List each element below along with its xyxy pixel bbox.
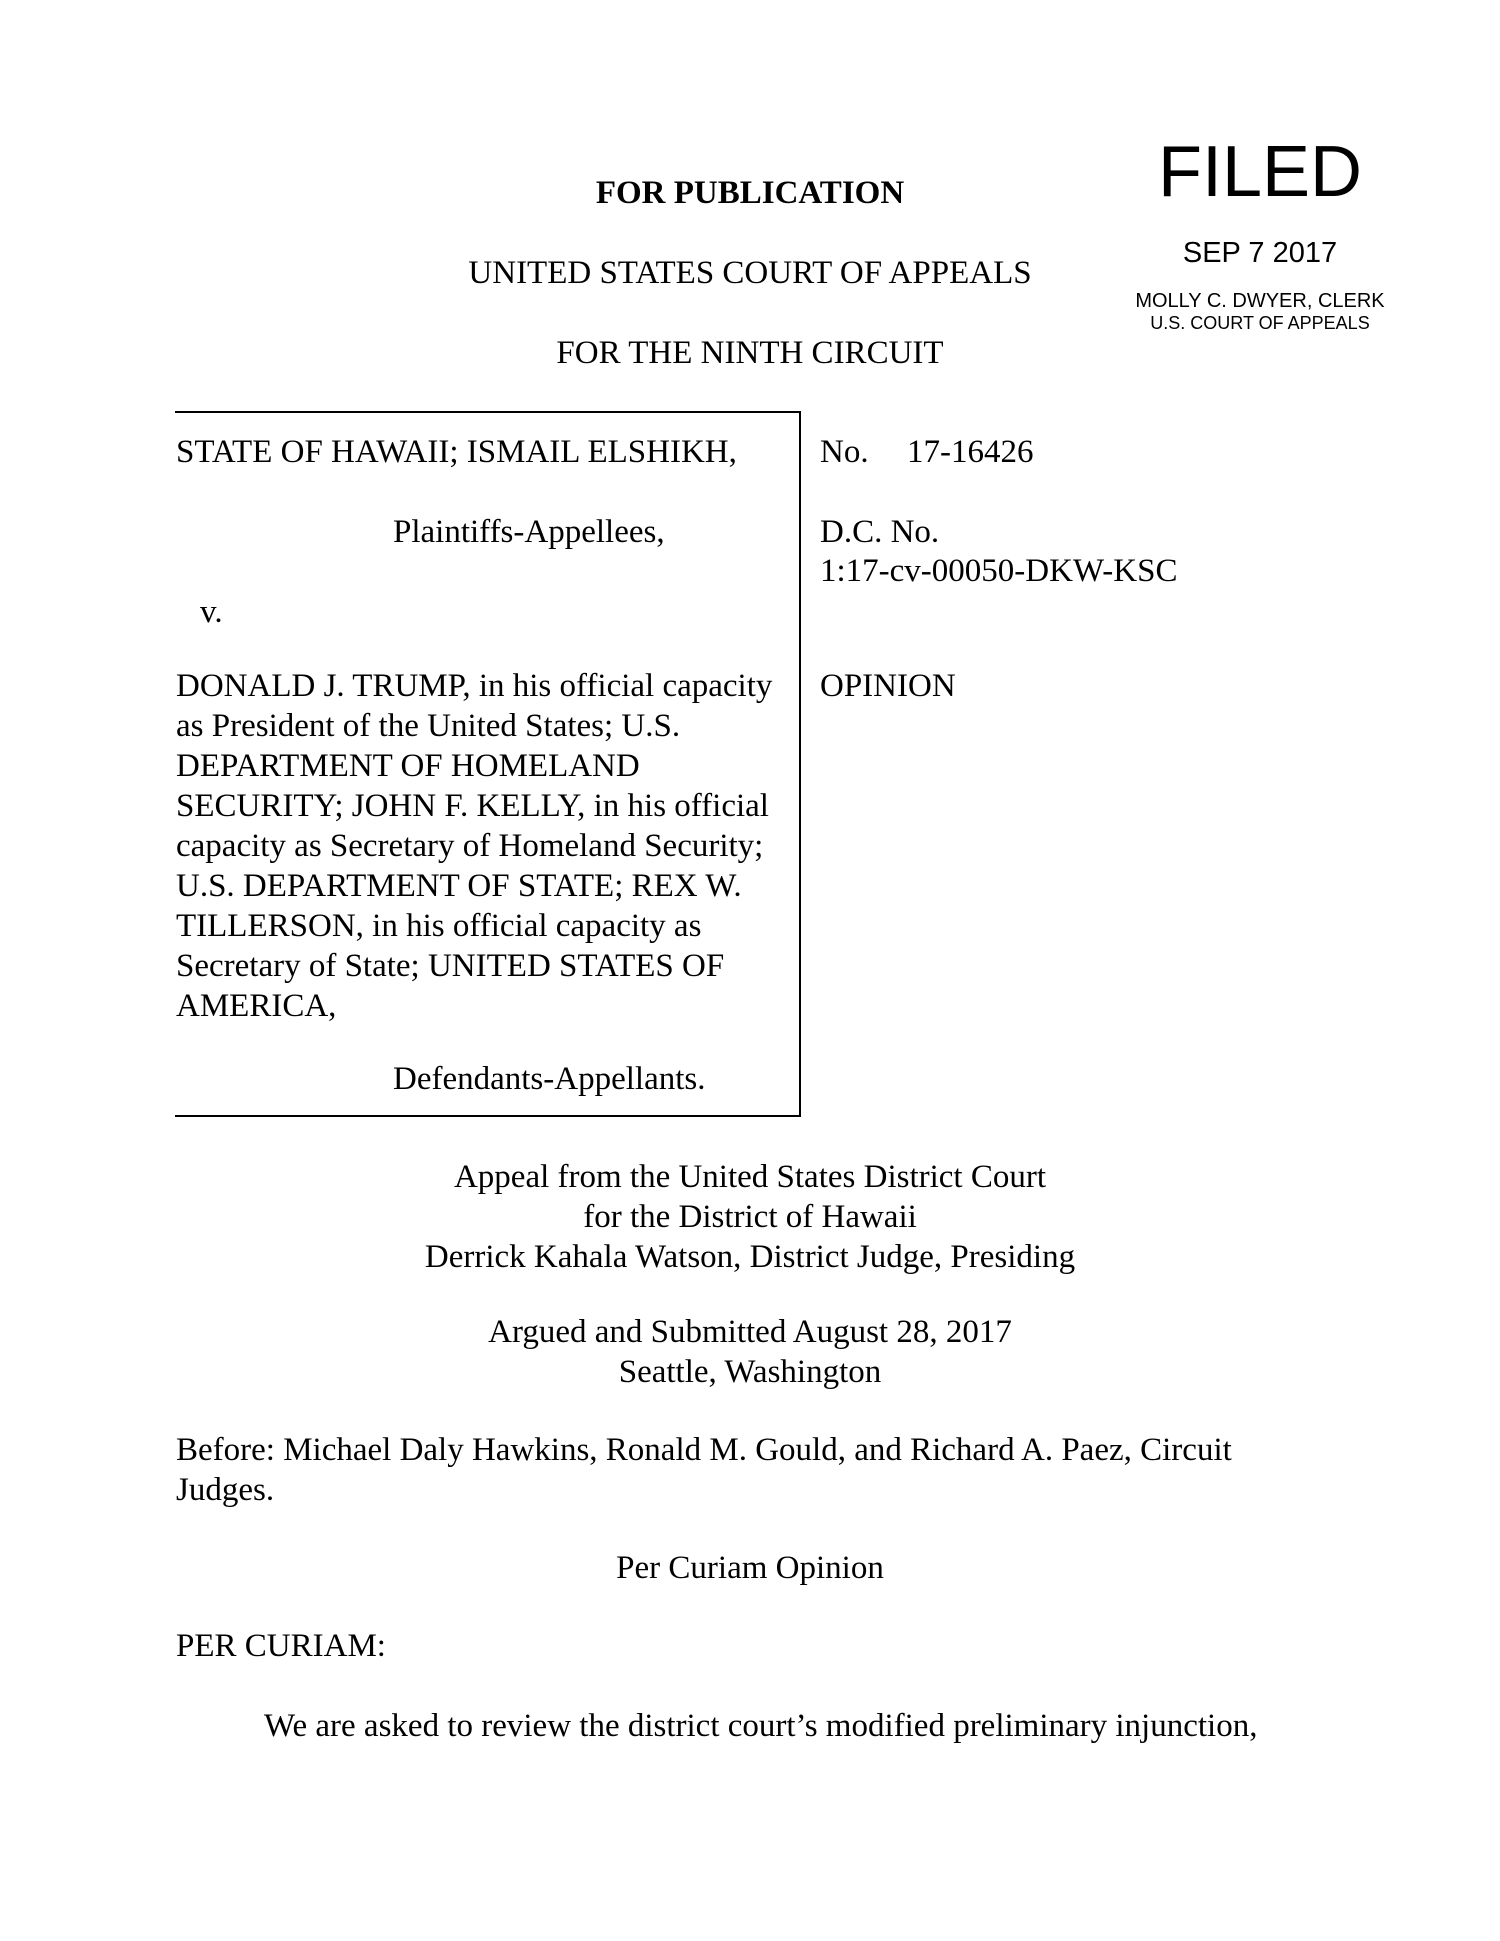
appeal-line-1: Appeal from the United States District Court: [453, 1159, 1047, 1195]
filed-stamp: [1110, 132, 1410, 334]
appeal-line-3: Derrick Kahala Watson, District Judge, Presiding: [424, 1239, 1076, 1275]
for-publication-heading: FOR PUBLICATION: [595, 175, 905, 211]
district-court-number: 1:17-cv-00050-DKW-KSC: [820, 553, 1178, 589]
document-type: OPINION: [820, 668, 956, 704]
case-number-label: No.: [820, 434, 869, 470]
appeal-block: [0, 1157, 1500, 1277]
appeal-line-2: for the District of Hawaii: [583, 1199, 917, 1235]
argued-line-1: Argued and Submitted August 28, 2017: [488, 1314, 1012, 1350]
versus: v.: [200, 594, 223, 630]
filed-word: FILED: [1157, 132, 1363, 212]
circuit-name: FOR THE NINTH CIRCUIT: [556, 335, 944, 371]
opinion-author-line: Per Curiam Opinion: [616, 1550, 884, 1586]
defendants: DONALD J. TRUMP, in his official capacity as President of the United States; U.S. DEPARTMENT OF HOMELAND SECURITY; JOHN F. KELLY, in his official capacity as Secretary of Homeland Security; U.S. DEPARTMENT OF STATE; REX W. TILLERSON, in his official capacity as Secretary of State; UNITED STATES OF AMERICA,: [176, 668, 773, 1024]
plaintiffs-role: Plaintiffs-Appellees,: [393, 514, 665, 550]
opinion-opening-line: We are asked to review the district court’s modified preliminary injunction,: [264, 1708, 1258, 1744]
filed-court: U.S. COURT OF APPEALS: [1150, 313, 1370, 333]
argued-block: [0, 1312, 1500, 1392]
filed-date: SEP 7 2017: [1182, 237, 1338, 269]
district-court-number-label: D.C. No.: [820, 514, 940, 550]
filed-clerk: MOLLY C. DWYER, CLERK: [1135, 290, 1385, 312]
case-number: 17-16426: [907, 434, 1034, 470]
defendants-role: Defendants-Appellants.: [393, 1061, 706, 1097]
argued-line-2: Seattle, Washington: [618, 1354, 882, 1390]
per-curiam-heading: PER CURIAM:: [176, 1628, 386, 1664]
panel-judges: Before: Michael Daly Hawkins, Ronald M. Gould, and Richard A. Paez, Circuit Judges.: [176, 1432, 1232, 1508]
court-name: UNITED STATES COURT OF APPEALS: [468, 255, 1032, 291]
plaintiffs: STATE OF HAWAII; ISMAIL ELSHIKH,: [176, 434, 737, 470]
